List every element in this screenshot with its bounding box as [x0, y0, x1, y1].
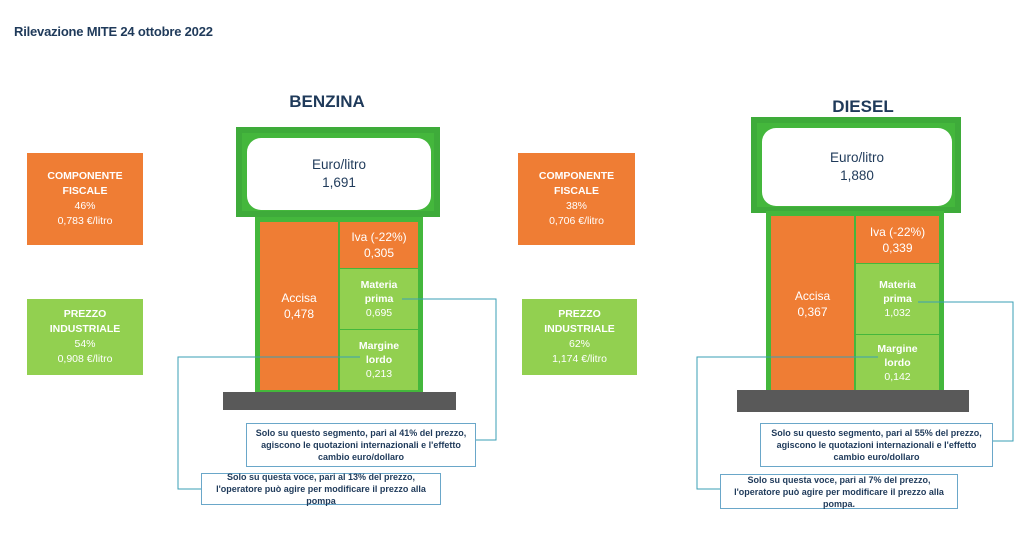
diesel-note-margine: Solo su questa voce, pari al 7% del prezzo, l'operatore può agire per modificare il prezzo alla pompa.: [720, 474, 958, 509]
diesel-price-value: 1,880: [840, 168, 874, 183]
diesel-accisa-label: Accisa: [794, 288, 831, 303]
diesel-materia-l1: Materia: [879, 279, 916, 291]
diesel-industrial-l2: INDUSTRIALE: [544, 323, 615, 335]
diesel-materia-l2: prima: [883, 293, 912, 305]
benzina-industrial-pct: 54%: [74, 338, 96, 350]
benzina-industrial-l1: PREZZO: [63, 308, 107, 320]
benzina-fiscal-pct: 46%: [74, 200, 96, 212]
diesel-fiscal-l1: COMPONENTE: [538, 170, 615, 182]
benzina-accisa-label: Accisa: [281, 291, 317, 305]
diesel-fiscal-value: 0,706 €/litro: [549, 215, 604, 227]
benzina-margine-value: 0,213: [365, 368, 393, 380]
diesel-fiscal-l2: FISCALE: [554, 185, 599, 197]
diesel-industrial-value: 1,174 €/litro: [552, 353, 607, 365]
benzina-margine-connector: [178, 357, 360, 489]
benzina-industrial-l2: INDUSTRIALE: [49, 323, 121, 335]
diesel-materia-value: 1,032: [884, 307, 911, 319]
diesel-margine-value: 0,142: [884, 371, 911, 383]
diesel-title: DIESEL: [832, 97, 894, 116]
benzina-iva-value: 0,305: [363, 246, 395, 260]
benzina-margine-l1: Margine: [358, 340, 400, 352]
diesel-iva-label: Iva (-22%): [869, 224, 926, 239]
benzina-margine-l2: lordo: [365, 354, 393, 366]
benzina-materia-connector: [402, 299, 496, 440]
diesel-industrial-pct: 62%: [568, 338, 590, 350]
benzina-fiscal-l1: COMPONENTE: [47, 170, 123, 182]
diesel-materia-connector: [918, 302, 1013, 441]
benzina-accisa-value: 0,478: [283, 307, 315, 321]
benzina-note-margine: Solo su questa voce, pari al 13% del prezzo, l'operatore può agire per modificare il prezzo alla pompa: [201, 473, 441, 505]
benzina-materia-l2: prima: [364, 293, 394, 305]
diesel-margine-l1: Margine: [877, 343, 918, 355]
diesel-margine-connector: [697, 357, 878, 489]
benzina-note-materia: Solo su questo segmento, pari al 41% del prezzo, agiscono le quotazioni internazionali e l'effetto cambio euro/dollaro: [246, 423, 476, 467]
benzina-materia-l1: Materia: [360, 279, 398, 291]
benzina-price-label: Euro/litro: [311, 157, 367, 172]
diesel-iva-value: 0,339: [882, 240, 913, 255]
benzina-industrial-value: 0,908 €/litro: [57, 353, 113, 365]
page-header: Rilevazione MITE 24 ottobre 2022: [14, 24, 213, 39]
diesel-margine-l2: lordo: [884, 357, 911, 369]
diesel-accisa-value: 0,367: [797, 304, 828, 319]
benzina-title: BENZINA: [289, 92, 365, 111]
benzina-price-value: 1,691: [322, 175, 356, 190]
diesel-industrial-l1: PREZZO: [558, 308, 601, 320]
benzina-fiscal-value: 0,783 €/litro: [57, 215, 113, 227]
diesel-price-label: Euro/litro: [829, 150, 885, 165]
benzina-fiscal-l2: FISCALE: [62, 185, 108, 197]
diesel-note-materia: Solo su questo segmento, pari al 55% del prezzo, agiscono le quotazioni internazionali e l'effetto cambio euro/dollaro: [760, 423, 993, 467]
benzina-materia-value: 0,695: [365, 307, 393, 319]
diesel-fiscal-pct: 38%: [565, 200, 587, 212]
benzina-iva-label: Iva (-22%): [351, 230, 407, 244]
